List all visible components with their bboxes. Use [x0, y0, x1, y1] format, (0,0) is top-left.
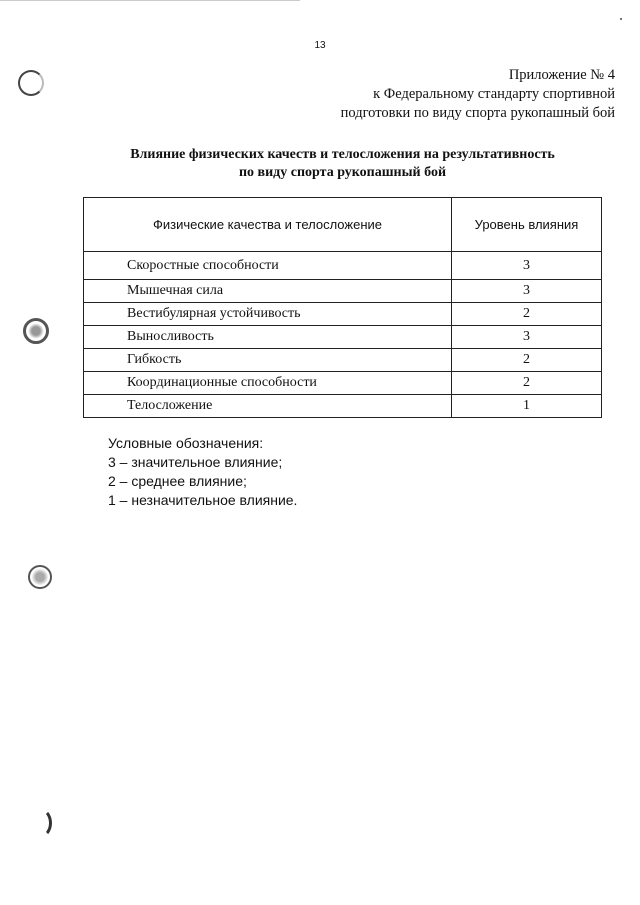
quality-cell: Выносливость — [84, 326, 452, 349]
level-cell: 2 — [452, 303, 602, 326]
table-row — [84, 303, 602, 326]
quality-cell: Телосложение — [84, 395, 452, 418]
scan-speck — [620, 18, 622, 20]
impact-table — [83, 197, 602, 418]
table-header-row — [84, 198, 602, 252]
punch-hole-mark — [28, 808, 52, 838]
legend — [108, 434, 297, 510]
level-cell: 2 — [452, 349, 602, 372]
appendix-header — [341, 66, 615, 123]
title-line: по виду спорта рукопашный бой — [238, 165, 447, 180]
header-quality: Физические качества и телосложение — [84, 198, 452, 252]
level-cell: 3 — [452, 326, 602, 349]
level-cell: 2 — [452, 372, 602, 395]
scan-edge-mark — [0, 0, 300, 1]
appendix-line: к Федеральному стандарту спортивной — [373, 86, 615, 102]
table-row — [84, 395, 602, 418]
table-row — [84, 326, 602, 349]
level-cell: 3 — [452, 252, 602, 280]
legend-item: 1 – незначительное влияние. — [108, 492, 298, 508]
level-cell: 1 — [452, 395, 602, 418]
level-cell: 3 — [452, 280, 602, 303]
table-row — [84, 372, 602, 395]
quality-cell: Скоростные способности — [84, 252, 452, 280]
appendix-line: подготовки по виду спорта рукопашный бой — [340, 105, 615, 121]
page-number: 13 — [314, 40, 326, 51]
table-row — [84, 349, 602, 372]
punch-hole-mark — [23, 318, 49, 344]
legend-item: 2 – среднее влияние; — [108, 473, 247, 489]
quality-cell: Вестибулярная устойчивость — [84, 303, 452, 326]
legend-item: 3 – значительное влияние; — [108, 454, 283, 470]
punch-hole-mark — [18, 70, 44, 96]
title-line: Влияние физических качеств и телосложения на результативность — [130, 147, 555, 162]
legend-heading: Условные обозначения: — [108, 435, 264, 451]
document-title — [0, 146, 640, 182]
table-row — [84, 280, 602, 303]
quality-cell: Гибкость — [84, 349, 452, 372]
appendix-line: Приложение № 4 — [508, 67, 615, 83]
header-level: Уровень влияния — [452, 198, 602, 252]
table-row — [84, 252, 602, 280]
punch-hole-mark — [28, 565, 52, 589]
quality-cell: Координационные способности — [84, 372, 452, 395]
quality-cell: Мышечная сила — [84, 280, 452, 303]
